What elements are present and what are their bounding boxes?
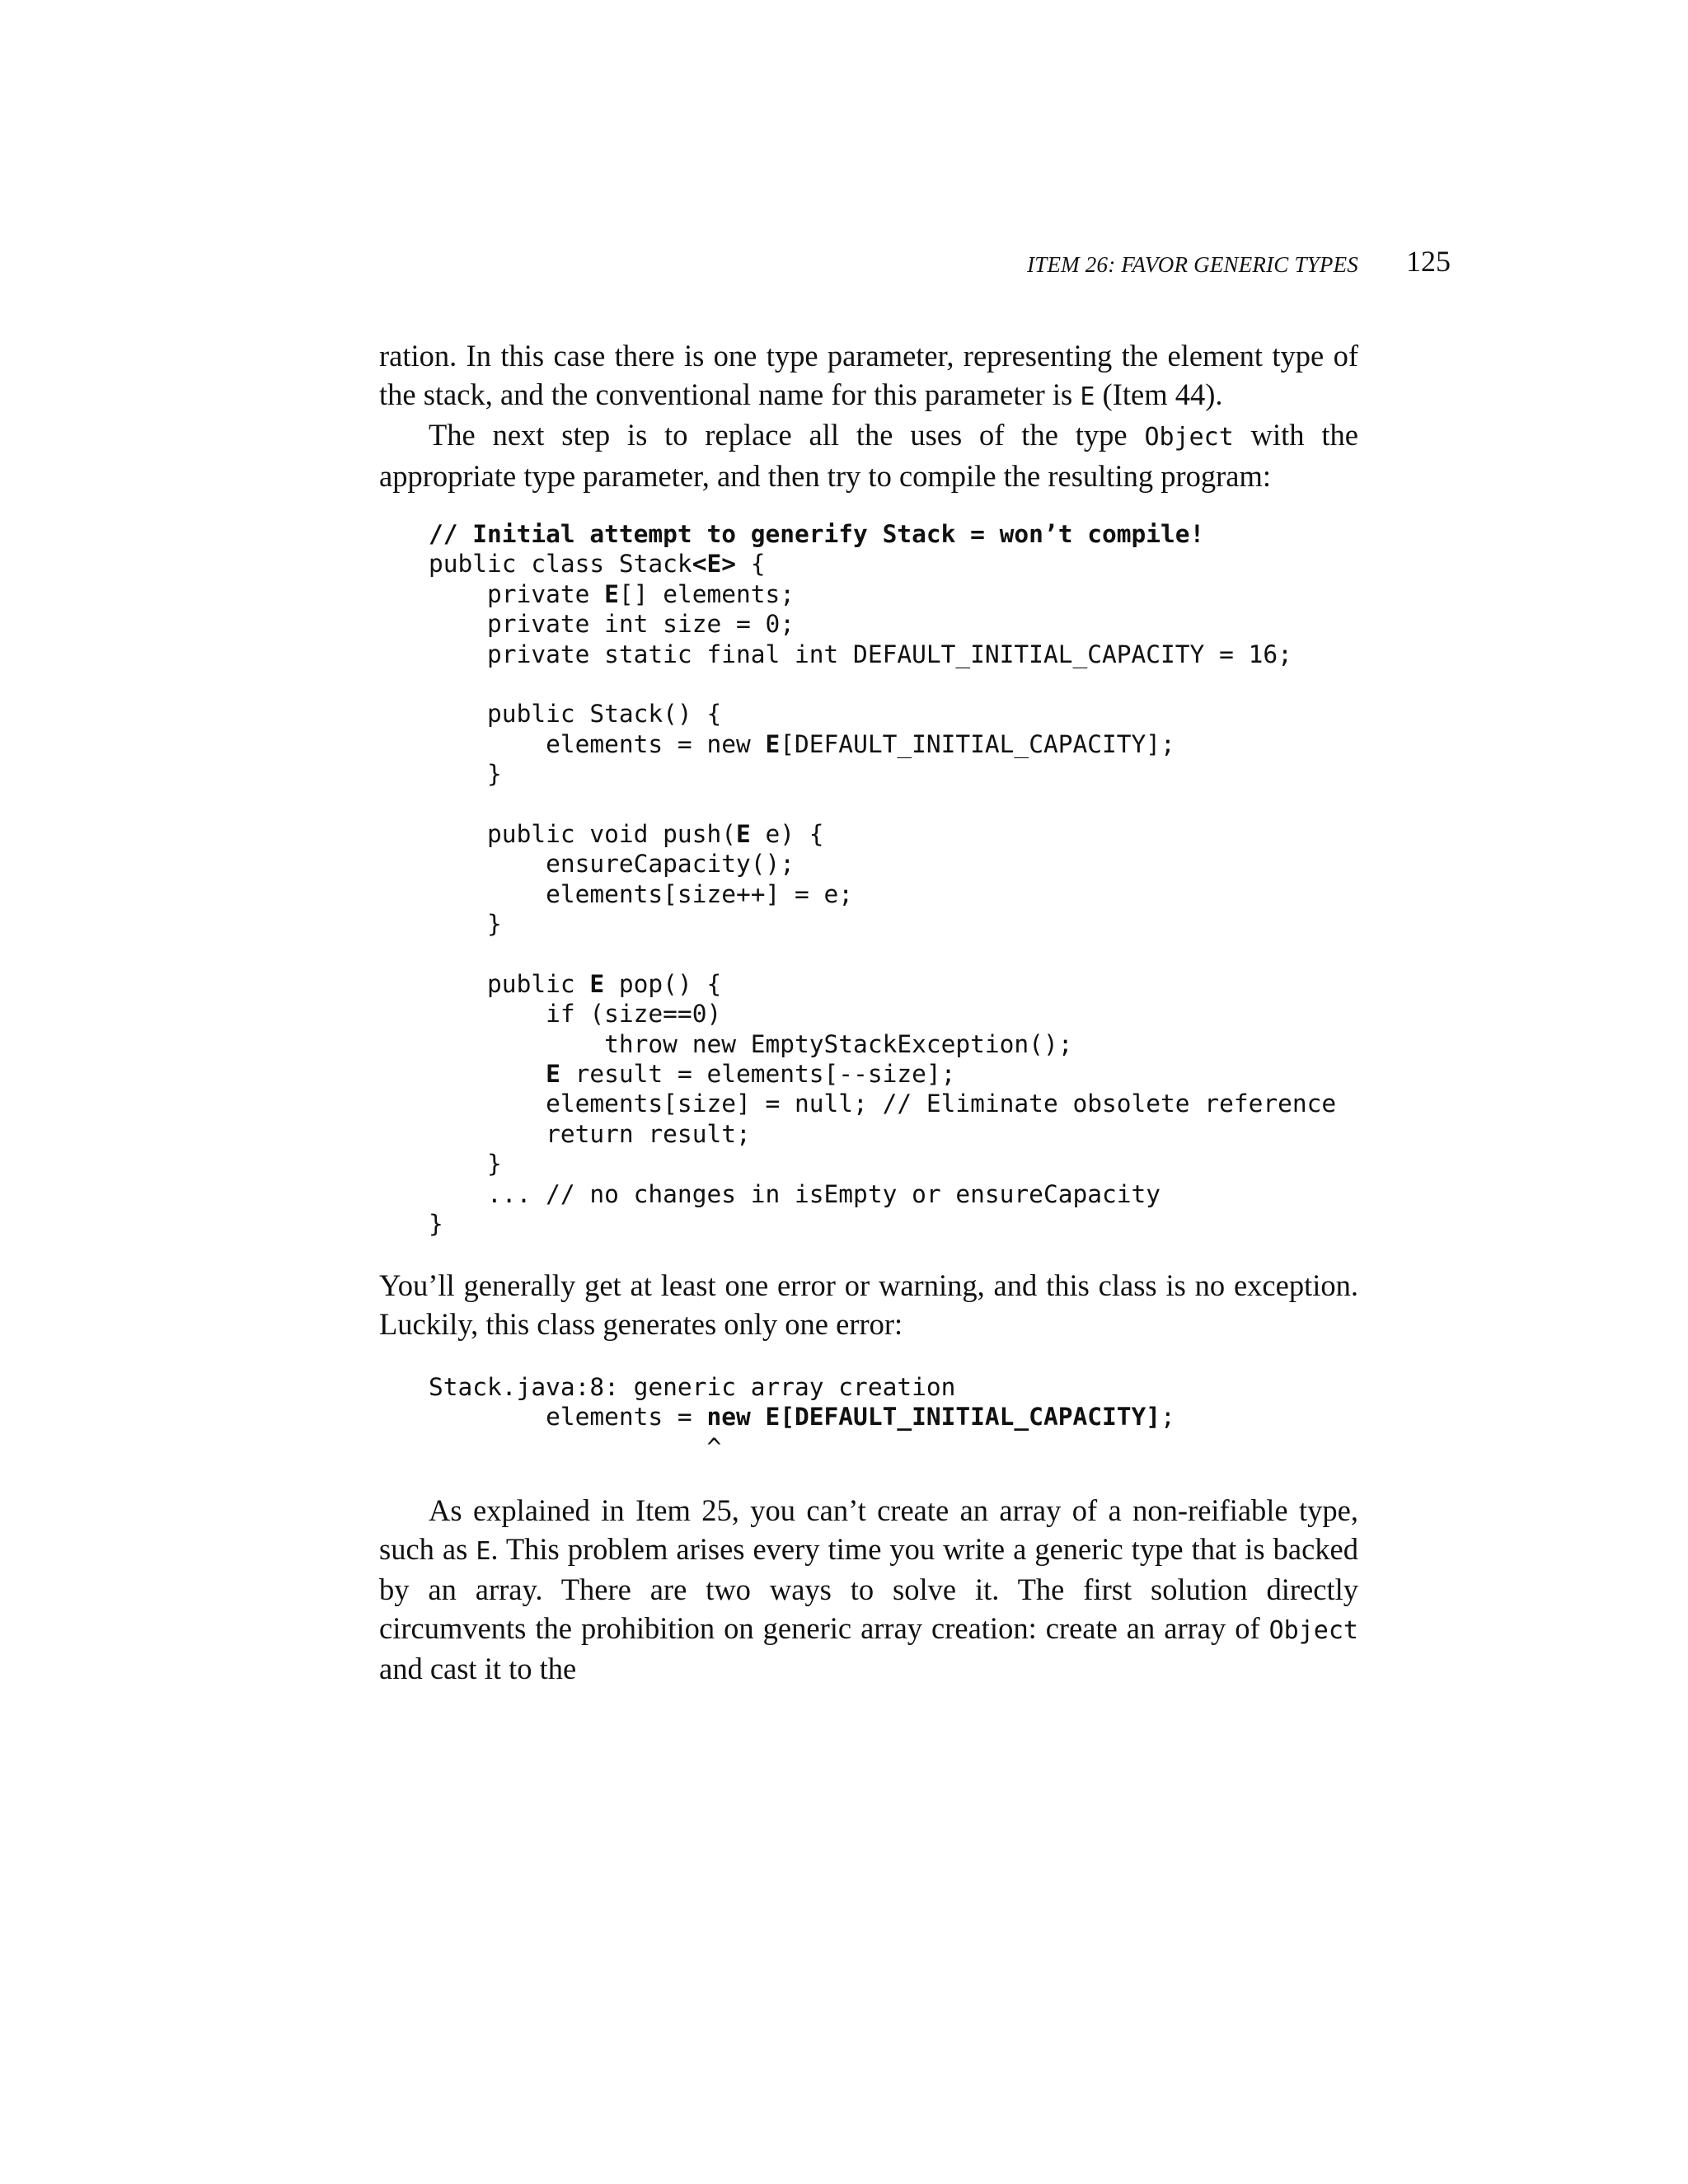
inline-code: Object: [1268, 1615, 1358, 1645]
text-span: (Item 44).: [1095, 377, 1223, 411]
text-span: and cast it to the: [379, 1652, 577, 1685]
paragraph-1: [379, 337, 1358, 416]
paragraph-3: You’ll generally get at least one error or warning, and this class is no exception. Luckily, this class generates only one error:: [379, 1268, 1358, 1341]
code-line: }: [429, 1209, 443, 1238]
inline-code: E: [476, 1536, 491, 1566]
code-line: return result;: [429, 1119, 751, 1148]
code-line: private int size = 0;: [429, 610, 795, 639]
inline-code: Object: [1144, 423, 1234, 452]
text-span: with the appropriate type parameter, and then try to compile the resulting program:: [379, 418, 1358, 493]
running-title: ITEM 26: FAVOR GENERIC TYPES: [1027, 252, 1358, 277]
code-line: [429, 939, 1336, 968]
code-line: public E pop() {: [429, 969, 722, 998]
text-span: . This problem arises every time you write a generic type that is backed by an array. There are two ways to solve it. The first solution directly circumvents the prohibition on generic array creation: create an array of: [379, 1531, 1358, 1645]
code-line: ... // no changes in isEmpty or ensureCapacity: [429, 1179, 1161, 1208]
paragraph-intro: [379, 337, 1358, 495]
text-span: The next step is to replace all the uses of the type: [429, 418, 1145, 452]
code-line: elements = new E[DEFAULT_INITIAL_CAPACITY];: [429, 729, 1175, 758]
text-span: As explained in Item 25, you can’t create an array of a non-reifiable type, such as: [379, 1493, 1358, 1566]
code-comment-line: // Initial attempt to generify Stack = won’t compile!: [429, 520, 1205, 548]
code-line: private static final int DEFAULT_INITIAL_CAPACITY = 16;: [429, 640, 1292, 668]
page-number: 125: [1406, 245, 1451, 278]
code-line: public void push(E e) {: [429, 819, 824, 848]
code-line: }: [429, 760, 502, 789]
code-line: if (size==0): [429, 1000, 722, 1029]
paragraph-explanation: [379, 1492, 1358, 1689]
code-line: [429, 669, 1336, 699]
code-line: }: [429, 1150, 502, 1179]
paragraph-2: [379, 416, 1358, 495]
paragraph-4: [379, 1492, 1358, 1689]
code-listing-stack: [429, 519, 1336, 1239]
code-line: Stack.java:8: generic array creation: [429, 1373, 956, 1401]
code-line-caret: ^: [429, 1432, 722, 1461]
paragraph-error-intro: [379, 1267, 1358, 1343]
code-line: public class Stack<E> {: [429, 550, 766, 579]
code-line: E result = elements[--size];: [546, 1060, 956, 1089]
inline-code: E: [1080, 382, 1095, 411]
code-line: public Stack() {: [429, 700, 722, 729]
code-line: elements[size++] = e;: [429, 879, 854, 908]
code-line: }: [429, 910, 502, 939]
code-listing-error: [429, 1372, 1175, 1462]
code-line: ensureCapacity();: [429, 850, 795, 879]
code-line: elements[size] = null; // Eliminate obsolete reference: [429, 1090, 1337, 1118]
code-line: throw new EmptyStackException();: [429, 1029, 1073, 1058]
text-span: ration. In this case there is one type parameter, representing the element type of the stack, and the conventional name for this parameter is: [379, 339, 1358, 411]
code-line: elements = new E[DEFAULT_INITIAL_CAPACITY];: [429, 1403, 1175, 1432]
code-line: private E[] elements;: [429, 579, 795, 608]
code-line: [429, 790, 1336, 819]
running-head: [379, 244, 1451, 285]
